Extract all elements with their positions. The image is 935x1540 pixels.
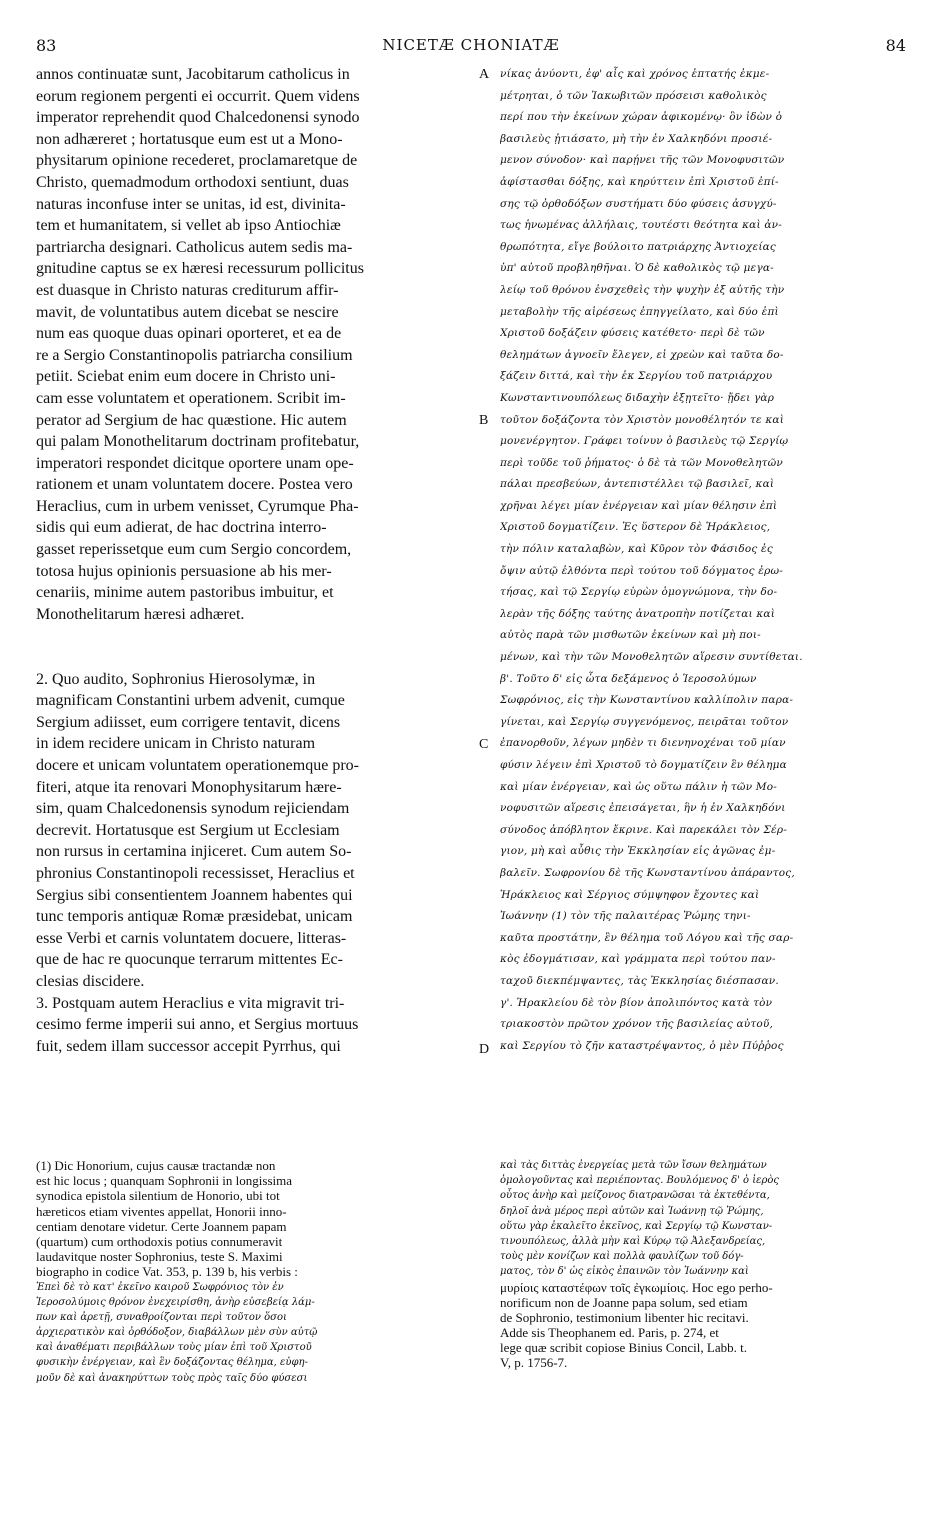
latin-text-line: 2. Quo audito, Sophronius Hierosolymæ, in bbox=[36, 670, 316, 688]
latin-text-line: tunc temporis antiquæ Romæ præsidebat, unicam bbox=[36, 908, 353, 926]
greek-text-line: πάλαι πρεσβεύων, ἀντεπιστέλλει τῷ βασιλεῖ, καὶ bbox=[500, 478, 775, 491]
greek-column bbox=[500, 64, 906, 1057]
greek-text-line: ξάζειν διττά, καὶ τὴν ἐκ Σεργίου τοῦ πατριάρχου bbox=[500, 370, 773, 383]
greek-text-line: γίνεται, καὶ Σεργίῳ συγγενόμενος, πειρᾶται τοῦτον bbox=[500, 715, 789, 728]
latin-text-line: fiteri, atque ita renovari Monophysitarum hære- bbox=[36, 778, 342, 796]
greek-text-line: λείῳ τοῦ θρόνου ἐνσχεθεὶς τὴν ψυχὴν ἐξ αὐτῆς τὴν bbox=[500, 283, 785, 296]
latin-text-line: eorum regionem pergenti ei occurrit. Quem videns bbox=[36, 87, 360, 105]
latin-text-line: imperatori respondet dicitque oportere unam ope- bbox=[36, 454, 354, 472]
greek-text-line: Σωφρόνιος, εἰς τὴν Κωνσταντίνου καλλίπολιν παρα- bbox=[500, 694, 794, 707]
footnote-line: φυσικὴν ἐνέργειαν, καὶ ἓν δοξάζοντας θέλημα, εὐφη- bbox=[36, 1357, 308, 1369]
footnote-line: Ἐπεὶ δὲ τὸ κατ' ἐκεῖνο καιροῦ Σωφρόνιος τὸν ἐν bbox=[36, 1281, 284, 1293]
footnote-line: hæreticos etiam viventes appellat, Honorii inno- bbox=[36, 1203, 287, 1219]
margin-marker-a: A bbox=[479, 67, 490, 82]
latin-text-line: Sergius sibi consentientem Joannem habentes qui bbox=[36, 886, 353, 904]
greek-text-line: νίκας ἀνύοντι, ἐφ' αἷς καὶ χρόνος ἑπτατής ἐκμε- bbox=[500, 68, 770, 80]
latin-text-line: est duasque in Christo naturas crediturum affir- bbox=[36, 281, 339, 299]
footnote-line: centiam denotare videtur. Certe Joannem papam bbox=[36, 1218, 287, 1234]
greek-text-line: καὶ Σεργίου τὸ ζῆν καταστρέψαντος, ὁ μὲν Πύῤῥος bbox=[500, 1039, 784, 1052]
latin-text-line: petiit. Sciebat enim eum docere in Christo uni- bbox=[36, 368, 336, 386]
greek-text-line: Κωνσταντινουπόλεως διδαχὴν ἐξῃτεῖτο· ᾔδει γὰρ bbox=[500, 391, 775, 404]
latin-text-line: Heraclius, cum in urbem venisset, Cyrumque Pha- bbox=[36, 497, 359, 515]
latin-text-line: num eas quoque duas opinari oporteret, et ea de bbox=[36, 325, 342, 343]
footnote-line: est hic locus ; quanquam Sophronii in longissima bbox=[36, 1173, 293, 1189]
latin-text-line: partriarcha designari. Catholicus autem sedis ma- bbox=[36, 238, 353, 256]
latin-text-line: non rursus in certamina injiceret. Cum autem So- bbox=[36, 843, 352, 861]
latin-text-line: Christo, quemadmodum orthodoxi sentiunt, duas bbox=[36, 173, 349, 191]
greek-text-line: σης τῷ ὀρθοδόξων συστήματι δύο φύσεις ἀσυγχύ- bbox=[500, 197, 777, 210]
greek-text-line: τοῦτον δοξάζοντα τὸν Χριστὸν μονοθέλητόν τε καὶ bbox=[500, 413, 785, 426]
greek-text-line: νοφυσιτῶν αἵρεσις ἐπεισάγεται, ἣν ἡ ἐν Χαλκηδόνι bbox=[500, 802, 786, 815]
greek-text-line: β'. Τοῦτο δ' εἰς ὦτα δεξάμενος ὁ Ἱεροσολύμων bbox=[500, 672, 757, 685]
latin-text-line: re a Sergio Constantinopolis patriarcha consilium bbox=[36, 346, 353, 364]
latin-text-line: sim, quam Chalcedonensis synodum rejiciendam bbox=[36, 800, 350, 818]
footnote-line: V, p. 1756-7. bbox=[500, 1355, 568, 1371]
greek-text-line: ὑπ' αὐτοῦ προβληθῆναι. Ὁ δὲ καθολικὸς τῷ μεγα- bbox=[500, 262, 774, 275]
greek-text-line: περί που τὴν ἐκείνων χώραν ἀφικομένῳ· ὃν ἰδὼν ὁ bbox=[500, 111, 783, 124]
greek-text-line: καὶ μίαν ἐνέργειαν, καὶ ὡς οὕτω πάλιν ἡ τῶν Μο- bbox=[500, 780, 778, 793]
footnote-line: synodica epistola silentium de Honorio, ubi tot bbox=[36, 1188, 280, 1204]
latin-text-line: cesimo ferme imperii sui anno, et Sergius mortuus bbox=[36, 1016, 359, 1034]
latin-text-line: Sergium adiisset, eum corrigere tentavit, dicens bbox=[36, 713, 341, 731]
footnote-line: de Sophronio, testimonium libenter hic recitavi. bbox=[500, 1309, 749, 1325]
margin-marker-b: B bbox=[479, 413, 489, 428]
latin-text-line: naturas inconfuse inter se unitas, id est, divinita- bbox=[36, 195, 346, 213]
latin-text-line: perator ad Sergium de hac quæstione. Hic autem bbox=[36, 411, 347, 429]
footnote-line: laudavitque noster Sophronius, teste S. Maximi bbox=[36, 1249, 283, 1265]
footnote-line: biographo in codice Vat. 353, p. 139 b, his verbis : bbox=[36, 1264, 298, 1280]
greek-text-line: θελημάτων ἀγνοεῖν ἔλεγεν, εἰ χρεὼν καὶ ταῦτα δο- bbox=[500, 348, 784, 361]
footnote-line: (quartum) cum orthodoxis potius connumeravit bbox=[36, 1233, 283, 1249]
greek-text-line: καῦτα προστάτην, ἓν θέλημα τοῦ Λόγου καὶ τῆς σαρ- bbox=[500, 931, 794, 944]
latin-text-line: 3. Postquam autem Heraclius e vita migravit tri- bbox=[36, 994, 345, 1012]
latin-text-line: fuit, sedem illam successor accepit Pyrrhus, qui bbox=[36, 1037, 341, 1055]
greek-text-line: Χριστοῦ δοξάζειν φύσεις κατέθετο· περὶ δὲ τῶν bbox=[500, 327, 765, 340]
latin-text-line: cam esse voluntatem et operationem. Scribit im- bbox=[36, 389, 346, 407]
greek-text-line: κὸς ἐδογμάτισαν, καὶ γράμματα περὶ τούτου παν- bbox=[500, 953, 776, 966]
footnote-line: τοὺς μὲν κονίζων καὶ πολλὰ φαυλίζων τοῦ δόγ- bbox=[500, 1251, 744, 1263]
page-header bbox=[36, 36, 906, 60]
latin-text-line: mavit, de voluntatibus autem dicebat se nescire bbox=[36, 303, 339, 321]
latin-text-line bbox=[36, 625, 472, 647]
latin-text-line: decrevit. Hortatusque est Sergium ut Ecclesiam bbox=[36, 821, 340, 839]
latin-footnote bbox=[36, 1158, 472, 1386]
footnote-line: καὶ τὰς διττὰς ἐνεργείας μετὰ τῶν ἴσων θελημάτων bbox=[500, 1160, 767, 1171]
greek-footnote bbox=[500, 1158, 906, 1371]
greek-text-line: τὴν πόλιν καταλαβὼν, καὶ Κῦρον τὸν Φάσιδος ἐς bbox=[500, 543, 773, 556]
greek-text-line: λερὰν τῆς δόξης ταύτης ἀνατροπὴν ποτίζεται καὶ bbox=[500, 607, 776, 620]
latin-text-line: esse Verbi et carnis voluntatem docuere, litteras- bbox=[36, 929, 347, 947]
footnote-line: ἀρχιερατικὸν καὶ ὀρθόδοξον, διαβάλλων μὲν σὺν αὐτῷ bbox=[36, 1327, 318, 1339]
greek-text-line: σύνοδος ἀπόβλητον ἔκρινε. Καὶ παρεκάλει τὸν Σέρ- bbox=[500, 823, 787, 836]
footnote-line: ὁμολογοῦντας καὶ περιέποντας. Βουλόμενος δ' ὁ ἱερὸς bbox=[500, 1175, 780, 1187]
greek-text-line: γιον, μὴ καὶ αὖθις τὴν Ἐκκλησίαν εἰς ἀγῶνας ἐμ- bbox=[500, 845, 776, 858]
footnote-line: καὶ ἀναθέματι περιβάλλων τοὺς μίαν ἐπὶ τοῦ Χριστοῦ bbox=[36, 1342, 312, 1354]
footnote-line: lege quæ scribit copiose Binius Concil, Labb. t. bbox=[500, 1340, 747, 1356]
latin-text-line: que de hac re quocunque terrarum mittentes Ec- bbox=[36, 951, 343, 969]
greek-text-line: Ἡράκλειος καὶ Σέργιος σύμψηφον ἔχοντες καὶ bbox=[500, 888, 760, 901]
latin-text-line: in idem recidere unicam in Christo naturam bbox=[36, 735, 316, 753]
greek-text-line: βασιλεὺς ᾐτιάσατο, μὴ τὴν ἐν Χαλκηδόνι προσιέ- bbox=[500, 132, 773, 145]
greek-text-line: φύσιν λέγειν ἐπὶ Χριστοῦ τὸ δογματίζειν ἓν θέλημα bbox=[500, 759, 787, 771]
greek-text-line: ἀφίστασθαι δόξης, καὶ κηρύττειν ἐπὶ Χριστοῦ ἐπί- bbox=[500, 175, 779, 188]
greek-text-line: χρῆναι λέγει μίαν ἐνέργειαν καὶ μίαν θέλησιν ἐπὶ bbox=[500, 499, 778, 512]
footnote-line: οὕτω γὰρ ἐκαλεῖτο ἐκεῖνος, καὶ Σεργίῳ τῷ Κωνσταν- bbox=[500, 1220, 773, 1232]
latin-text-line: docere et unicam voluntatem operationemque pro- bbox=[36, 757, 359, 774]
latin-text-line: clesias discidere. bbox=[36, 972, 145, 990]
greek-text-line: βαλεῖν. Σωφρονίου δὲ τῆς Κωνσταντίνου ἀπάραντος, bbox=[500, 866, 795, 879]
footnote-line: Ἱεροσολύμοις θρόνον ἐνεχειρίσθη, ἀνὴρ εὐσεβείᾳ λάμ- bbox=[36, 1296, 315, 1308]
footnote-line: πων καὶ ἀρετῇ, συναθροίζονται περὶ τοῦτον ὅσοι bbox=[36, 1311, 287, 1323]
latin-text-line bbox=[36, 647, 472, 669]
latin-text-line: cenariis, minime autem pastoribus imbuitur, et bbox=[36, 584, 334, 602]
greek-text-line: ὄψιν αὐτῷ ἐλθόντα περὶ τούτου τοῦ δόγματος ἐρω- bbox=[500, 564, 784, 577]
greek-text-line: μεταβολὴν τῆς αἱρέσεως ἐπηγγείλατο, καὶ δύο ἐπὶ bbox=[500, 305, 779, 318]
page-number-left: 83 bbox=[36, 36, 57, 55]
latin-text-line: imperator reprehendit quod Chalcedonensi synodo bbox=[36, 109, 360, 127]
footnote-line: μυρίοις καταστέφων τοῖς ἐγκωμίοις. Hoc ego perho- bbox=[500, 1279, 773, 1295]
latin-text-line: gnitudine captus se ex hæresi recessurum pollicitus bbox=[36, 260, 364, 278]
greek-text-line: μονενέργητον. Γράφει τοίνυν ὁ βασιλεὺς τῷ Σεργίῳ bbox=[500, 435, 789, 448]
footnote-line: οὗτος ἀνὴρ καὶ μείζονος διατρανῶσαι τὰ ἐκτεθέντα, bbox=[500, 1190, 770, 1202]
greek-text-line: θρωπότητα, εἴγε βούλοιτο πατριάρχης Ἀντιοχείας bbox=[500, 240, 777, 253]
latin-text-line: magnificam Constantini urbem advenit, cumque bbox=[36, 692, 345, 710]
page-number-right: 84 bbox=[885, 36, 906, 55]
running-title: NICETÆ CHONIATÆ bbox=[382, 36, 560, 54]
margin-marker-c: C bbox=[479, 737, 489, 752]
footnote-line: ματος, τὸν δ' ὡς εἰκὸς ἐπαινῶν τὸν Ἰωάννην καὶ bbox=[500, 1266, 749, 1278]
greek-text-line: τήσας, καὶ τῷ Σεργίῳ εὑρὼν ὁμογνώμονα, τὴν δο- bbox=[500, 586, 778, 599]
greek-text-line: Χριστοῦ δογματίζειν. Ἐς ὕστερον δὲ Ἡράκλειος, bbox=[500, 521, 771, 534]
greek-text-line: τως ἡνωμένας ἀλλήλαις, τουτέστι θεότητα καὶ ἀν- bbox=[500, 219, 782, 232]
greek-text-line: τριακοστὸν πρῶτον χρόνον τῆς βασιλείας αὐτοῦ, bbox=[500, 1018, 773, 1031]
footnote-line: μοῦν δὲ καὶ ἀνακηρύττων τοὺς πρὸς ταῖς δύο φύσεσι bbox=[36, 1372, 308, 1384]
latin-text-line: physitarum opinione recederet, proclamaretque de bbox=[36, 152, 358, 170]
greek-text-line: μένων, καὶ τὴν τῶν Μονοθελητῶν αἵρεσιν συντίθεται. bbox=[500, 651, 803, 664]
latin-text-line: phronius Constantinopoli recessisset, Heraclius et bbox=[36, 864, 355, 882]
footnote-line: δηλοῖ ἀνὰ μέρος περὶ αὐτῶν καὶ Ἰωάννῃ τῷ Ῥώμης, bbox=[500, 1205, 764, 1217]
latin-text-line: non adhæreret ; hortatusque eum est ut a Mono- bbox=[36, 130, 343, 148]
greek-text-line: ταχοῦ διεκπέμψαντες, τὰς Ἐκκλησίας διέσπασαν. bbox=[500, 974, 779, 987]
latin-text-line: qui palam Monothelitarum doctrinam profitebatur, bbox=[36, 433, 360, 451]
greek-text-line: μέτρηται, ὁ τῶν Ἰακωβιτῶν πρόσεισι καθολικὸς bbox=[500, 89, 767, 102]
latin-text-line: gasset reperissetque eum cum Sergio concordem, bbox=[36, 541, 352, 559]
latin-text-line: annos continuatæ sunt, Jacobitarum catholicus in bbox=[36, 66, 350, 83]
latin-text-line: tem et humanitatem, si vellet ab ipso Antiochiæ bbox=[36, 217, 341, 235]
greek-text-line: Ἰωάννην (1) τὸν τῆς παλαιτέρας Ῥώμης τηνι- bbox=[500, 910, 751, 923]
latin-text-line: sidis qui eum adierat, de hac doctrina interro- bbox=[36, 519, 327, 537]
margin-marker-d: D bbox=[479, 1042, 490, 1057]
greek-text-line: μενον σύνοδον· καὶ παρῄνει τῆς τῶν Μονοφυσιτῶν bbox=[500, 154, 785, 167]
latin-text-line: totosa hujus opinionis persuasione ab his mer- bbox=[36, 562, 332, 580]
footnote-line: norificum non de Joanne papa solum, sed etiam bbox=[500, 1294, 748, 1310]
greek-text-line: ἐπανορθοῦν, λέγων μηδὲν τι διενηνοχέναι τοῦ μίαν bbox=[500, 737, 786, 750]
greek-text-line: γ'. Ἡρακλείου δὲ τὸν βίον ἀπολιπόντος κατὰ τὸν bbox=[500, 996, 773, 1009]
greek-text-line: περὶ τοῦδε τοῦ ῥήματος· ὁ δὲ τὰ τῶν Μονοθελητῶν bbox=[500, 456, 783, 469]
footnote-line: τινουπόλεως, ἀλλὰ μὴν καὶ Κύρῳ τῷ Ἀλεξανδρείας, bbox=[500, 1235, 766, 1247]
latin-text-line: Monothelitarum hæresi adhæret. bbox=[36, 605, 245, 623]
latin-text-line: rationem et unam voluntatem docere. Postea vero bbox=[36, 476, 353, 494]
latin-column bbox=[36, 64, 472, 1057]
footnote-line: Adde sis Theophanem ed. Paris, p. 274, et bbox=[500, 1325, 719, 1341]
greek-text-line: αὐτὸς παρὰ τῶν μισθωτῶν ἐκείνων καὶ μὴ ποι- bbox=[500, 629, 761, 642]
footnote-line: (1) Dic Honorium, cujus causæ tractandæ non bbox=[36, 1158, 276, 1173]
